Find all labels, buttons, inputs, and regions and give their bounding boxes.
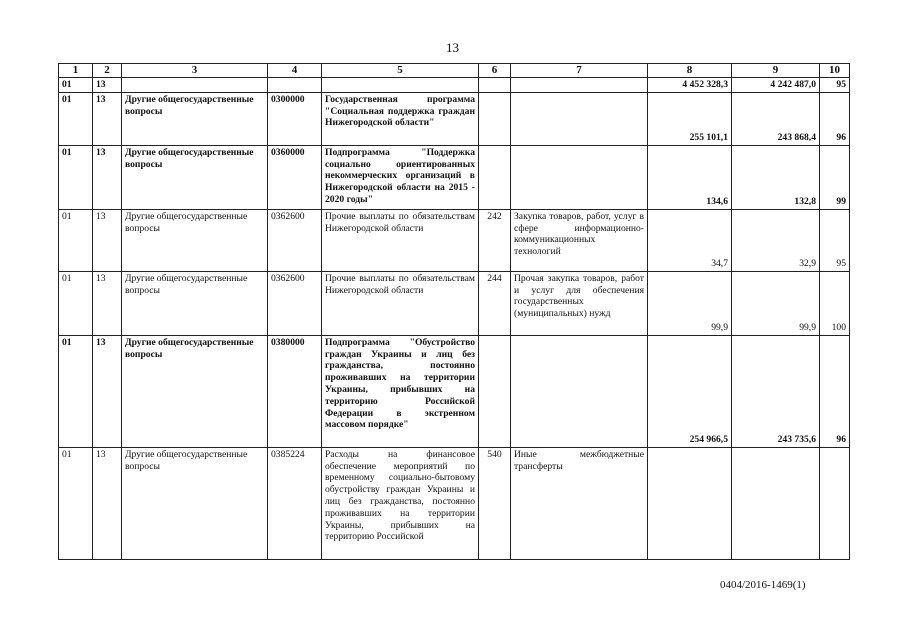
budget-table <box>58 63 850 560</box>
cell-subsection: 13 <box>93 335 122 447</box>
cell-percent <box>820 447 850 559</box>
cell-percent: 99 <box>820 145 850 209</box>
cell-percent: 100 <box>820 271 850 335</box>
cell-section-name: Другие общегосударственные вопросы <box>122 145 268 209</box>
cell-executed: 99,9 <box>732 271 820 335</box>
cell-expense-type: 244 <box>479 271 511 335</box>
column-number: 8 <box>648 64 732 78</box>
cell-planned: 255 101,1 <box>648 92 732 145</box>
cell-subsection: 13 <box>93 145 122 209</box>
column-number: 5 <box>322 64 479 78</box>
cell-expense-type: 242 <box>479 209 511 271</box>
cell-section-name: Другие общегосударственные вопросы <box>122 92 268 145</box>
cell-executed: 32,9 <box>732 209 820 271</box>
table-row <box>59 92 850 145</box>
cell-expense-name <box>511 335 648 447</box>
cell-section: 01 <box>59 145 93 209</box>
cell-executed: 243 868,4 <box>732 92 820 145</box>
cell-expense-name <box>511 78 648 93</box>
column-number: 7 <box>511 64 648 78</box>
cell-subsection: 13 <box>93 92 122 145</box>
cell-expense-name: Закупка товаров, работ, услуг в сфере информационно-коммуникационных технологий <box>511 209 648 271</box>
cell-executed: 132,8 <box>732 145 820 209</box>
page-number: 13 <box>446 40 459 55</box>
column-number: 6 <box>479 64 511 78</box>
cell-section: 01 <box>59 78 93 93</box>
cell-target-code: 0300000 <box>268 92 322 145</box>
cell-target-name: Прочие выплаты по обязательствам Нижегородской области <box>322 271 479 335</box>
column-number: 10 <box>820 64 850 78</box>
cell-section-name: Другие общегосударственные вопросы <box>122 335 268 447</box>
cell-target-code <box>268 78 322 93</box>
cell-planned <box>648 447 732 559</box>
cell-planned: 34,7 <box>648 209 732 271</box>
cell-expense-type: 540 <box>479 447 511 559</box>
column-number: 4 <box>268 64 322 78</box>
table-row <box>59 145 850 209</box>
cell-target-name: Прочие выплаты по обязательствам Нижегородской области <box>322 209 479 271</box>
cell-expense-type <box>479 145 511 209</box>
column-number: 2 <box>93 64 122 78</box>
cell-target-name <box>322 78 479 93</box>
cell-percent: 95 <box>820 209 850 271</box>
cell-section-name: Другие общегосударственные вопросы <box>122 209 268 271</box>
cell-expense-name: Иные межбюджетные трансферты <box>511 447 648 559</box>
cell-target-name: Подпрограмма "Обустройство граждан Украины и лиц без гражданства, постоянно проживавших на территории Украины, прибывших на территорию Российской Федерации в экстренном массовом порядке" <box>322 335 479 447</box>
cell-section: 01 <box>59 447 93 559</box>
cell-section: 01 <box>59 335 93 447</box>
cell-expense-name <box>511 145 648 209</box>
cell-expense-name <box>511 92 648 145</box>
cell-expense-type <box>479 92 511 145</box>
cell-subsection: 13 <box>93 209 122 271</box>
cell-percent: 95 <box>820 78 850 93</box>
cell-target-code: 0385224 <box>268 447 322 559</box>
table-row <box>59 447 850 559</box>
cell-planned: 99,9 <box>648 271 732 335</box>
column-number-row <box>59 64 850 78</box>
cell-section-name: Другие общегосударственные вопросы <box>122 447 268 559</box>
cell-expense-type <box>479 78 511 93</box>
cell-section-name: Другие общегосударственные вопросы <box>122 271 268 335</box>
cell-target-name: Подпрограмма "Поддержка социально ориентированных некоммерческих организаций в Нижегородской области на 2015 - 2020 годы" <box>322 145 479 209</box>
cell-planned: 4 452 328,3 <box>648 78 732 93</box>
cell-percent: 96 <box>820 335 850 447</box>
cell-target-code: 0380000 <box>268 335 322 447</box>
cell-section: 01 <box>59 92 93 145</box>
cell-target-name: Расходы на финансовое обеспечение мероприятий по временному социально-бытовому обустройству граждан Украины и лиц без гражданства, постоянно проживавших на территории Украины, прибывших на территорию Российской <box>322 447 479 559</box>
cell-planned: 254 966,5 <box>648 335 732 447</box>
cell-subsection: 13 <box>93 78 122 93</box>
cell-target-name: Государственная программа "Социальная поддержка граждан Нижегородской области" <box>322 92 479 145</box>
table-row <box>59 209 850 271</box>
cell-target-code: 0362600 <box>268 209 322 271</box>
column-number: 9 <box>732 64 820 78</box>
cell-subsection: 13 <box>93 271 122 335</box>
cell-executed: 243 735,6 <box>732 335 820 447</box>
table-row <box>59 78 850 93</box>
cell-expense-type <box>479 335 511 447</box>
cell-target-code: 0362600 <box>268 271 322 335</box>
column-number: 1 <box>59 64 93 78</box>
cell-planned: 134,6 <box>648 145 732 209</box>
cell-section-name <box>122 78 268 93</box>
column-number: 3 <box>122 64 268 78</box>
cell-executed <box>732 447 820 559</box>
cell-percent: 96 <box>820 92 850 145</box>
cell-section: 01 <box>59 209 93 271</box>
table-row <box>59 335 850 447</box>
cell-subsection: 13 <box>93 447 122 559</box>
cell-section: 01 <box>59 271 93 335</box>
cell-target-code: 0360000 <box>268 145 322 209</box>
document-code: 0404/2016-1469(1) <box>720 579 806 591</box>
table-row <box>59 271 850 335</box>
cell-expense-name: Прочая закупка товаров, работ и услуг для обеспечения государственных (муниципальных) нужд <box>511 271 648 335</box>
cell-executed: 4 242 487,0 <box>732 78 820 93</box>
